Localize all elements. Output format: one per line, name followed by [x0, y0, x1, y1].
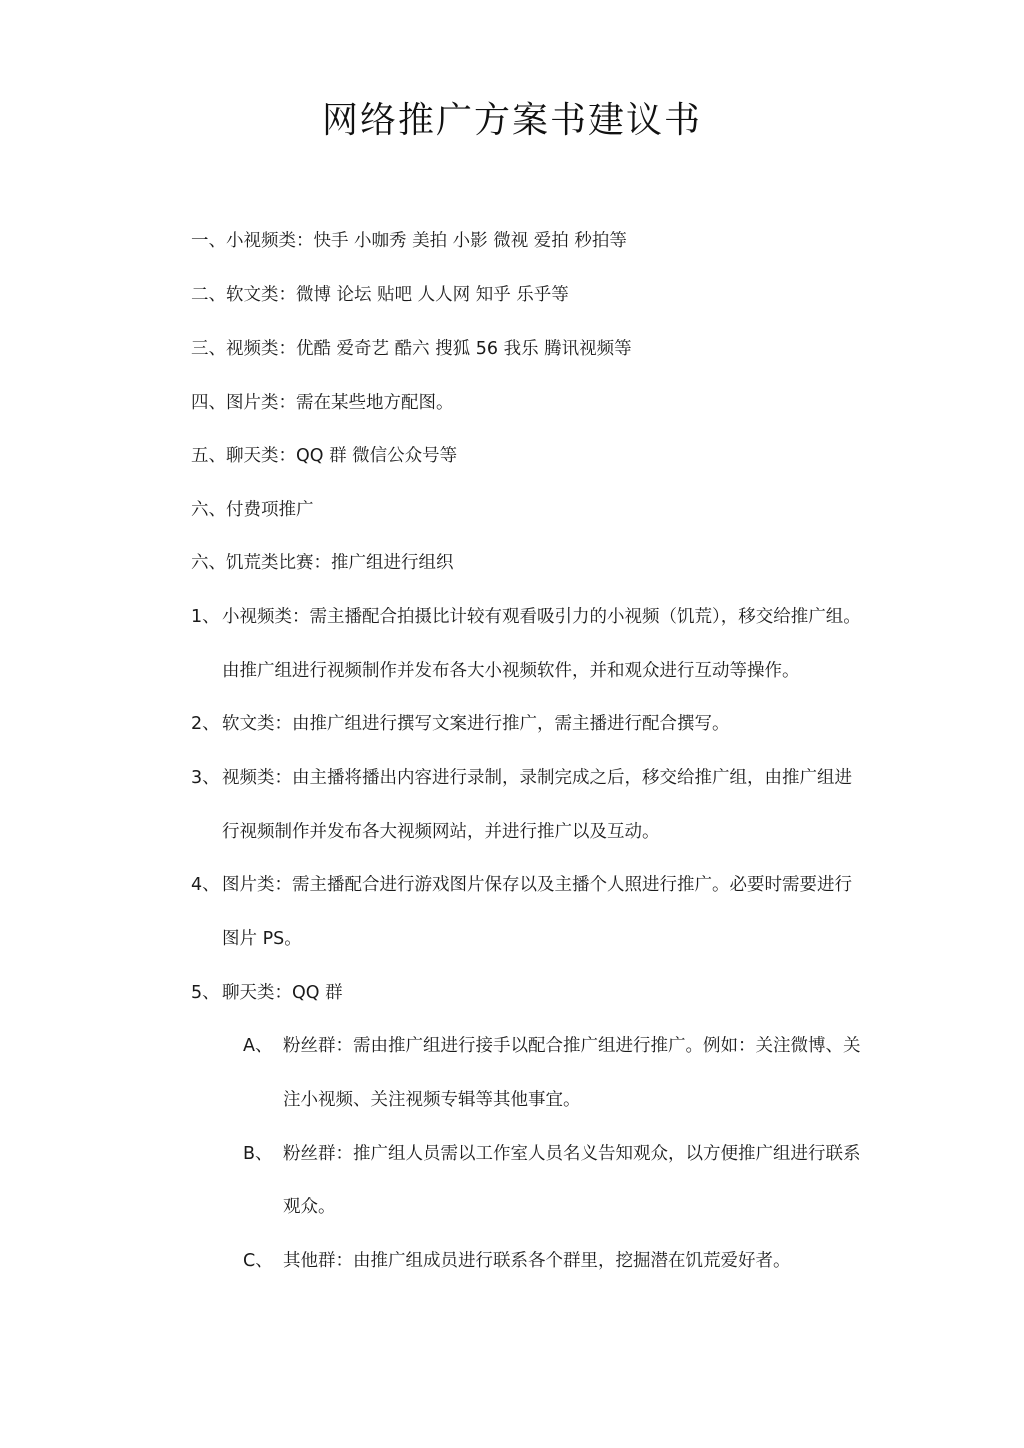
- numbered-item-4: [191, 872, 852, 898]
- sub-item-text: 其他群：由推广组成员进行联系各个群里，挖掘潜在饥荒爱好者。: [283, 1251, 791, 1271]
- sub-item-b: [243, 1141, 861, 1167]
- item-text: 小视频类：需主播配合拍摄比计较有观看吸引力的小视频（饥荒），移交给推广组。: [222, 607, 861, 627]
- category-line-2: 二、软文类：微博 论坛 贴吧 人人网 知乎 乐乎等: [191, 285, 569, 305]
- item-text: 视频类：由主播将播出内容进行录制，录制完成之后，移交给推广组，由推广组进: [222, 768, 852, 788]
- sub-item-letter: C、: [243, 1251, 273, 1271]
- sub-item-text: 粉丝群：需由推广组进行接手以配合推广组进行推广。例如：关注微博、关: [283, 1036, 861, 1056]
- numbered-item-3-continuation: 行视频制作并发布各大视频网站，并进行推广以及互动。: [222, 822, 660, 842]
- numbered-item-1: [191, 604, 861, 630]
- sub-item-a-continuation: 注小视频、关注视频专辑等其他事宜。: [283, 1090, 581, 1110]
- item-text: 图片类：需主播配合进行游戏图片保存以及主播个人照进行推广。必要时需要进行: [222, 875, 852, 895]
- item-number: 3、: [191, 768, 220, 788]
- category-line-5: 五、聊天类：QQ 群 微信公众号等: [191, 446, 458, 466]
- item-text: 聊天类：QQ 群: [222, 983, 343, 1003]
- item-number: 1、: [191, 607, 220, 627]
- document-title: 网络推广方案书建议书: [321, 100, 702, 141]
- item-number: 5、: [191, 983, 220, 1003]
- sub-item-c: [243, 1248, 791, 1274]
- numbered-item-4-continuation: 图片 PS。: [222, 929, 302, 949]
- item-number: 4、: [191, 875, 220, 895]
- numbered-item-3: [191, 765, 852, 791]
- sub-item-text: 粉丝群：推广组人员需以工作室人员名义告知观众，以方便推广组进行联系: [283, 1144, 861, 1164]
- category-line-7: 六、饥荒类比赛：推广组进行组织: [191, 553, 454, 573]
- category-line-1: 一、小视频类：快手 小咖秀 美拍 小影 微视 爱拍 秒拍等: [191, 231, 627, 251]
- item-text: 软文类：由推广组进行撰写文案进行推广，需主播进行配合撰写。: [222, 714, 730, 734]
- numbered-item-5: [191, 980, 343, 1006]
- category-line-4: 四、图片类：需在某些地方配图。: [191, 393, 454, 413]
- numbered-item-1-continuation: 由推广组进行视频制作并发布各大小视频软件，并和观众进行互动等操作。: [222, 661, 800, 681]
- numbered-item-2: [191, 711, 730, 737]
- sub-item-letter: B、: [243, 1144, 273, 1164]
- sub-item-b-continuation: 观众。: [283, 1197, 336, 1217]
- item-number: 2、: [191, 714, 220, 734]
- sub-item-a: [243, 1033, 861, 1059]
- sub-item-letter: A、: [243, 1036, 273, 1056]
- category-line-6: 六、付费项推广: [191, 500, 314, 520]
- category-line-3: 三、视频类：优酷 爱奇艺 酷六 搜狐 56 我乐 腾讯视频等: [191, 339, 632, 359]
